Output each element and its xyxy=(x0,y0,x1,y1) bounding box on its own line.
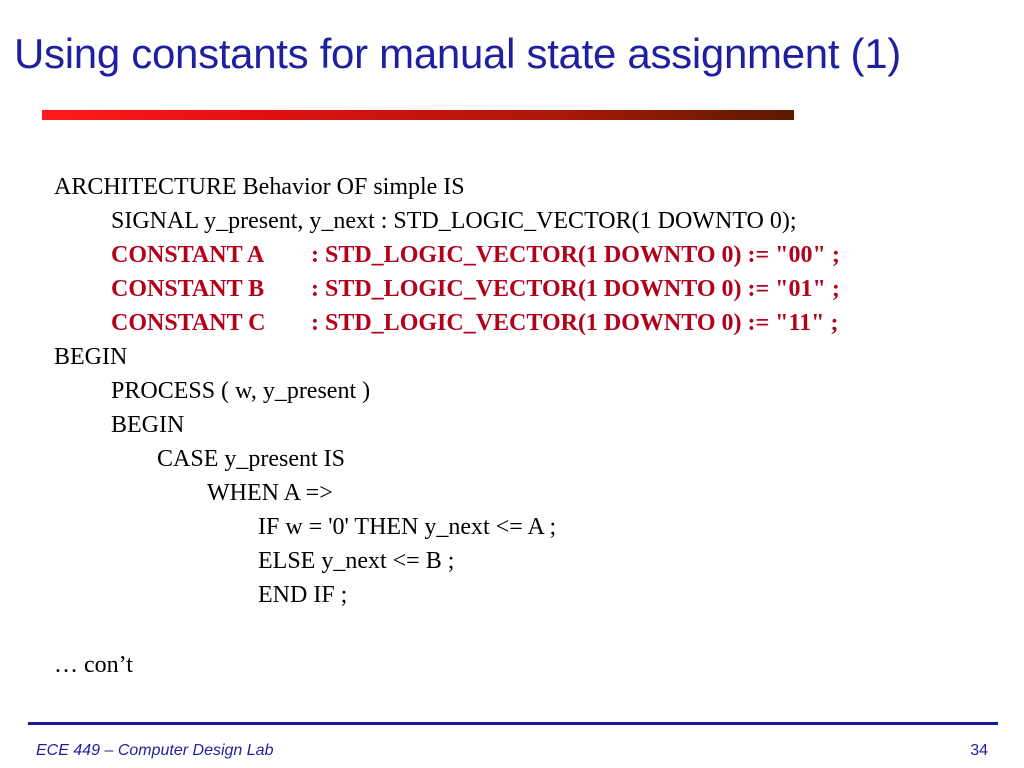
code-line-process-begin: BEGIN xyxy=(111,412,185,438)
code-line-constant-a xyxy=(111,238,840,272)
code-line-else: ELSE y_next <= B ; xyxy=(258,548,455,574)
slide-title: Using constants for manual state assignment (1) xyxy=(14,30,901,77)
constant-a-name: CONSTANT A xyxy=(111,242,265,268)
constant-b-definition: : STD_LOGIC_VECTOR(1 DOWNTO 0) := "01" ; xyxy=(311,276,840,302)
code-line-process: PROCESS ( w, y_present ) xyxy=(111,378,371,404)
constant-c-name: CONSTANT C xyxy=(111,310,266,336)
constant-a-definition: : STD_LOGIC_VECTOR(1 DOWNTO 0) := "00" ; xyxy=(311,242,840,268)
constant-c-definition: : STD_LOGIC_VECTOR(1 DOWNTO 0) := "11" ; xyxy=(311,310,839,336)
code-line-when: WHEN A => xyxy=(207,480,333,506)
code-line-signal: SIGNAL y_present, y_next : STD_LOGIC_VECTOR(1 DOWNTO 0); xyxy=(111,208,797,234)
title-underline xyxy=(42,110,794,120)
code-line-case: CASE y_present IS xyxy=(157,446,345,472)
code-line-begin: BEGIN xyxy=(54,344,128,370)
code-line-constant-c xyxy=(111,306,838,340)
code-line-end-if: END IF ; xyxy=(258,582,348,608)
footer-course-name: ECE 449 – Computer Design Lab xyxy=(36,742,274,759)
code-line-if: IF w = '0' THEN y_next <= A ; xyxy=(258,514,557,540)
footer-divider xyxy=(28,722,998,725)
constant-b-name: CONSTANT B xyxy=(111,276,265,302)
code-line-constant-b xyxy=(111,272,840,306)
code-line-architecture: ARCHITECTURE Behavior OF simple IS xyxy=(54,174,465,200)
slide-number: 34 xyxy=(970,742,988,759)
code-line-continued: … con’t xyxy=(54,652,133,678)
